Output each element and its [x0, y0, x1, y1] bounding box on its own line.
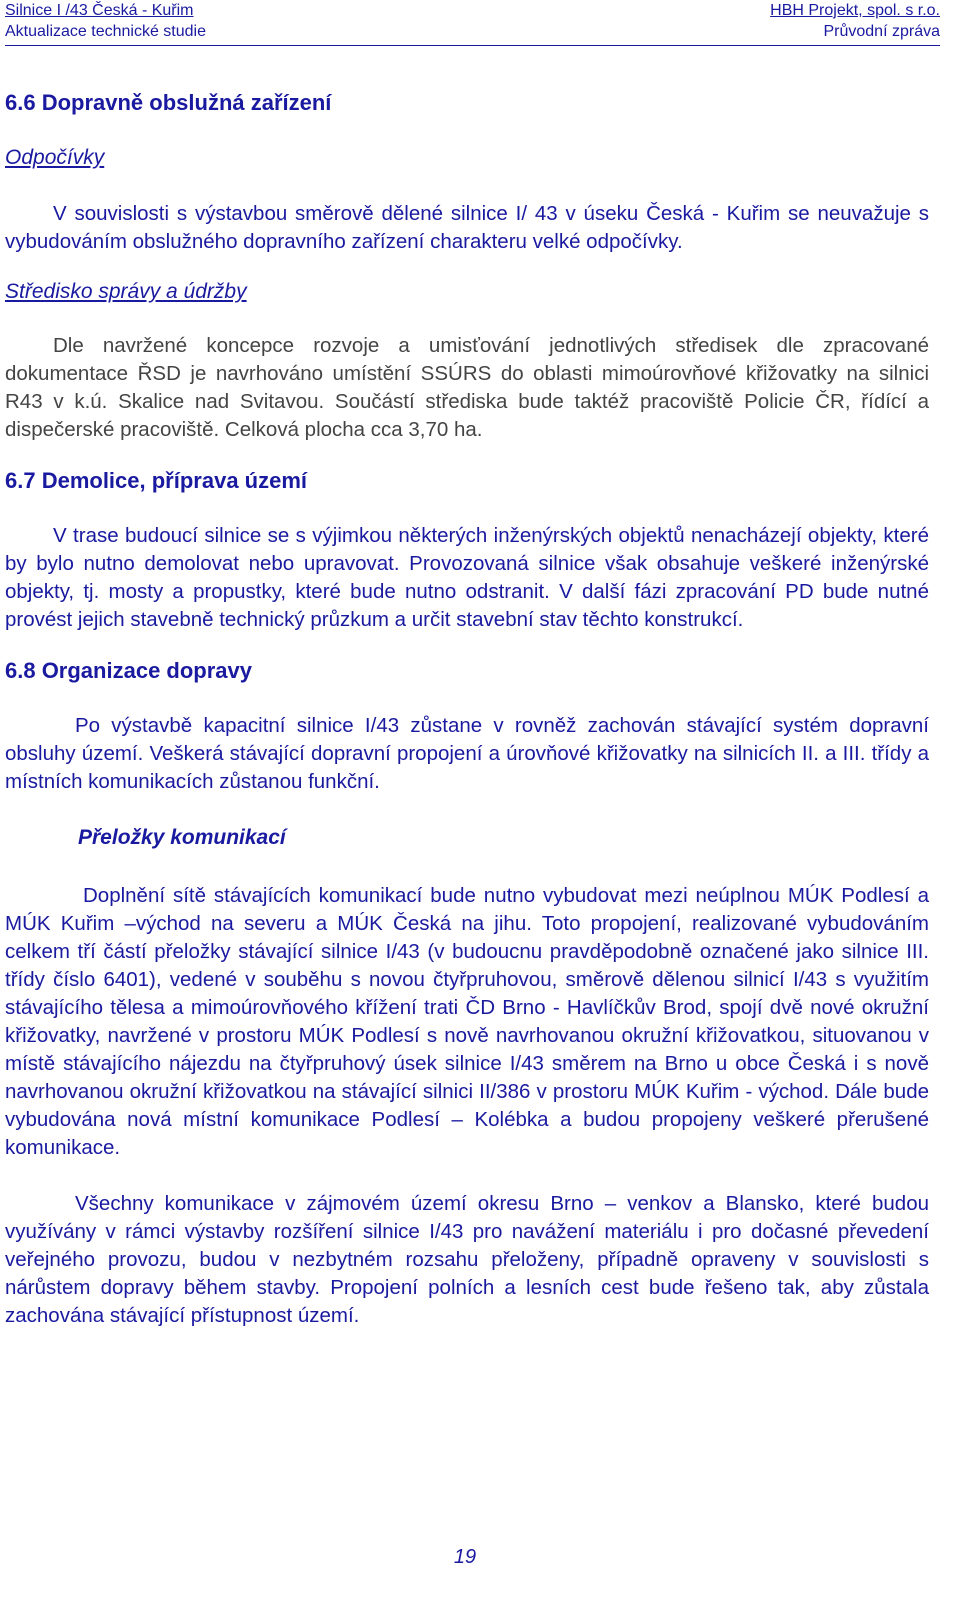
paragraph-demolice: V trase budoucí silnice se s výjimkou některých inženýrských objektů nenacházejí objekty, které by bylo nutno demolovat nebo upravovat. Provozovaná silnice však obsahuje veškeré inženýrské objekty, tj. mosty a propustky, které bude nutno odstranit. V další fázi zpracování PD bude nutné provést jejich stavebně technický průzkum a určit stavební stav těchto konstrukcí.	[5, 524, 929, 631]
paragraph-odpocivky: V souvislosti s výstavbou směrově dělené silnice I/ 43 v úseku Česká - Kuřim se neuvažuje s vybudováním obslužného dopravního zařízení charakteru velké odpočívky.	[5, 202, 929, 253]
header-project-title: Silnice I /43 Česká - Kuřim	[5, 2, 194, 19]
section-6-7-heading: 6.7 Demolice, příprava území	[5, 468, 308, 493]
paragraph-prelozky-2: Všechny komunikace v zájmovém území okresu Brno – venkov a Blansko, které budou využívány v rámci výstavby rozšíření silnice I/43 pro navážení materiálu i pro dočasné převedení veřejného provozu, budou v nezbytném rozsahu přeloženy, případně opraveny v souvislosti s nárůstem dopravy během stavby. Propojení polních a lesních cest bude řešeno tak, aby zůstala zachována stávající přístupnost území.	[5, 1192, 929, 1327]
header-left	[5, 0, 206, 42]
subheading-prelozky: Přeložky komunikací	[78, 826, 286, 849]
section-6-8-heading: 6.8 Organizace dopravy	[5, 658, 252, 683]
page-number: 19	[453, 1546, 477, 1568]
header-document-type: Aktualizace technické studie	[5, 23, 206, 40]
paragraph-prelozky-1: Doplnění sítě stávajících komunikací bude nutno vybudovat mezi neúplnou MÚK Podlesí a MÚK Kuřim –východ na severu a MÚK Česká na jihu. Toto propojení, realizované vybudováním celkem tří částí přeložky stávající silnice I/43 (v budoucnu pravděpodobně označené jako silnice III. třídy číslo 6401), vedené v souběhu s novou čtyřpruhovou, směrově dělenou silnicí I/43 s využitím stávajícího tělesa a mimoúrovňového křížení trati ČD Brno - Havlíčkův Brod, spojí dvě nové okružní křižovatky, navržené v prostoru MÚK Podlesí s nově navrhovanou okružní křižovatkou, situovanou v místě stávajícího nájezdu na čtyřpruhový úsek silnice I/43 směrem na Brno u obce Česká i s nově navrhovanou okružní křižovatkou na stávající silnici II/386 v prostoru MÚK Kuřim - východ. Dále bude vybudována nová místní komunikace Podlesí – Kolébka a budou propojeny veškeré přerušené komunikace.	[5, 884, 929, 1159]
subheading-odpocivky: Odpočívky	[5, 146, 105, 169]
page-header	[0, 0, 960, 46]
header-divider	[5, 45, 940, 46]
header-right	[770, 0, 940, 42]
section-6-6-heading: 6.6 Dopravně obslužná zařízení	[5, 90, 332, 115]
subheading-stredisko: Středisko správy a údržby	[5, 280, 247, 303]
header-report-name: Průvodní zpráva	[823, 23, 940, 40]
paragraph-organizace: Po výstavbě kapacitní silnice I/43 zůstane v rovněž zachován stávající systém dopravní obsluhy území. Veškerá stávající dopravní propojení a úrovňové křižovatky na silnicích II. a III. třídy a místních komunikacích zůstanou funkční.	[5, 714, 929, 793]
header-company: HBH Projekt, spol. s r.o.	[770, 2, 940, 19]
paragraph-stredisko: Dle navržené koncepce rozvoje a umisťování jednotlivých středisek dle zpracované dokumentace ŘSD je navrhováno umístění SSÚRS do oblasti mimoúrovňové křižovatky na silnici R43 v k.ú. Skalice nad Svitavou. Součástí střediska bude taktéž pracoviště Policie ČR, řídící a dispečerské pracoviště. Celková plocha cca 3,70 ha.	[5, 334, 929, 441]
document-body	[5, 88, 929, 1330]
